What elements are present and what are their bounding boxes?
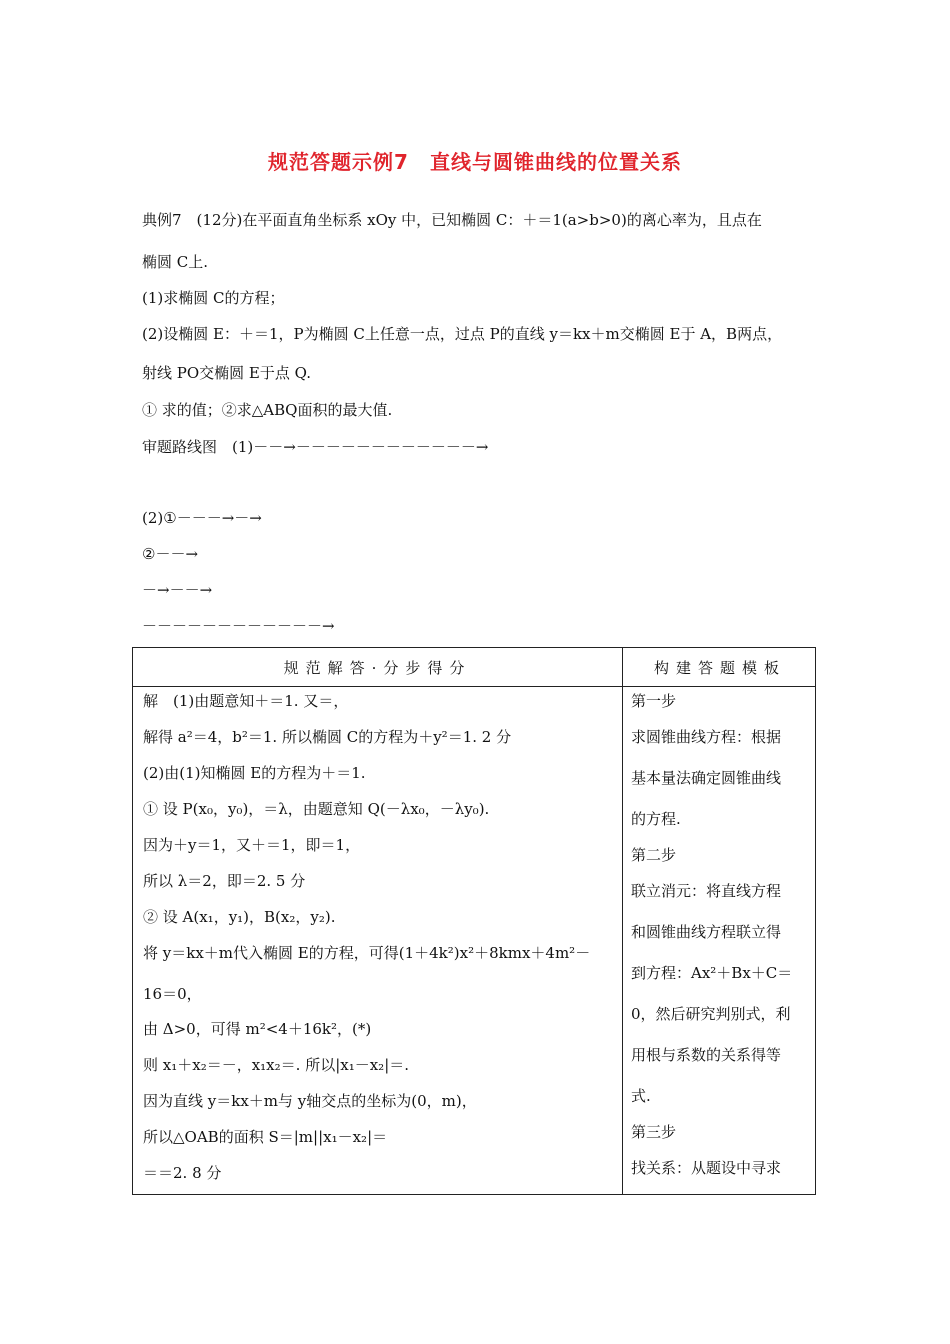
solution-line: 将 y＝kx＋m代入椭圆 E的方程，可得(1＋4k²)x²＋8kmx＋4m²－ [143,944,591,962]
template-line: 第三步 [631,1123,677,1141]
problem-line-5: 射线 PO交椭圆 E于点 Q. [142,364,311,382]
solution-line: 由 Δ>0，可得 m²<4＋16k²，(*) [143,1020,372,1038]
route-line-2-2: ②－－→ [142,545,199,563]
problem-line-2: 椭圆 C上. [142,253,209,271]
template-line: 的方程. [631,810,681,828]
problem-line-6: ① 求的值；②求△ABQ面积的最大值. [142,401,393,419]
solution-table [132,647,816,1195]
route-line-2-1: (2)①－－－→－→ [142,509,262,527]
left-column-header: 规范解答·分步得分 [283,659,472,677]
solution-line: 因为直线 y＝kx＋m与 y轴交点的坐标为(0，m)， [143,1092,477,1110]
template-line: 基本量法确定圆锥曲线 [631,769,782,787]
route-map-line-1: 审题路线图 (1)－－→－－－－－－－－－－－－→ [142,438,489,456]
table-divider [622,648,623,1194]
solution-line: 解得 a²＝4，b²＝1. 所以椭圆 C的方程为＋y²＝1. 2 分 [143,728,512,746]
template-line: 求圆锥曲线方程：根据 [631,728,782,746]
solution-line: ① 设 P(x₀，y₀)，＝λ，由题意知 Q(－λx₀，－λy₀). [143,800,490,818]
template-line: 用根与系数的关系得等 [631,1046,782,1064]
page-title: 规范答题示例7 直线与圆锥曲线的位置关系 [268,150,682,174]
solution-line: ＝＝2. 8 分 [143,1164,222,1182]
problem-line-4: (2)设椭圆 E：＋＝1，P为椭圆 C上任意一点，过点 P的直线 y＝kx＋m交椭圆 E于 A，B两点， [142,325,783,343]
route-line-2-3: －→－－→ [142,581,213,599]
problem-line-3: (1)求椭圆 C的方程； [142,289,285,307]
template-line: 式. [631,1087,651,1105]
solution-line: 所以△OAB的面积 S＝|m||x₁－x₂|＝ [143,1128,388,1146]
template-line: 第一步 [631,692,677,710]
route-line-2-4: －－－－－－－－－－－－→ [142,617,335,635]
right-column-header: 构建答题模板 [653,659,786,677]
template-line: 和圆锥曲线方程联立得 [631,923,782,941]
solution-line: ② 设 A(x₁，y₁)，B(x₂，y₂). [143,908,336,926]
template-line: 联立消元：将直线方程 [631,882,782,900]
solution-line: 解 (1)由题意知＋＝1. 又＝， [143,692,349,710]
solution-line: 所以 λ＝2，即＝2. 5 分 [143,872,306,890]
problem-line-1: 典例7 (12分)在平面直角坐标系 xOy 中，已知椭圆 C：＋＝1(a>b>0)的离心率为，且点在 [142,211,762,229]
template-line: 到方程：Ax²＋Bx＋C＝ [631,964,793,982]
solution-line: 因为＋y＝1，又＋＝1，即＝1， [143,836,361,854]
template-line: 第二步 [631,846,677,864]
template-line: 找关系：从题设中寻求 [631,1159,782,1177]
solution-line: (2)由(1)知椭圆 E的方程为＋＝1. [143,764,366,782]
template-line: 0，然后研究判别式，利 [631,1005,791,1023]
solution-line: 16＝0， [143,985,202,1003]
solution-line: 则 x₁＋x₂＝－，x₁x₂＝. 所以|x₁－x₂|＝. [143,1056,410,1074]
